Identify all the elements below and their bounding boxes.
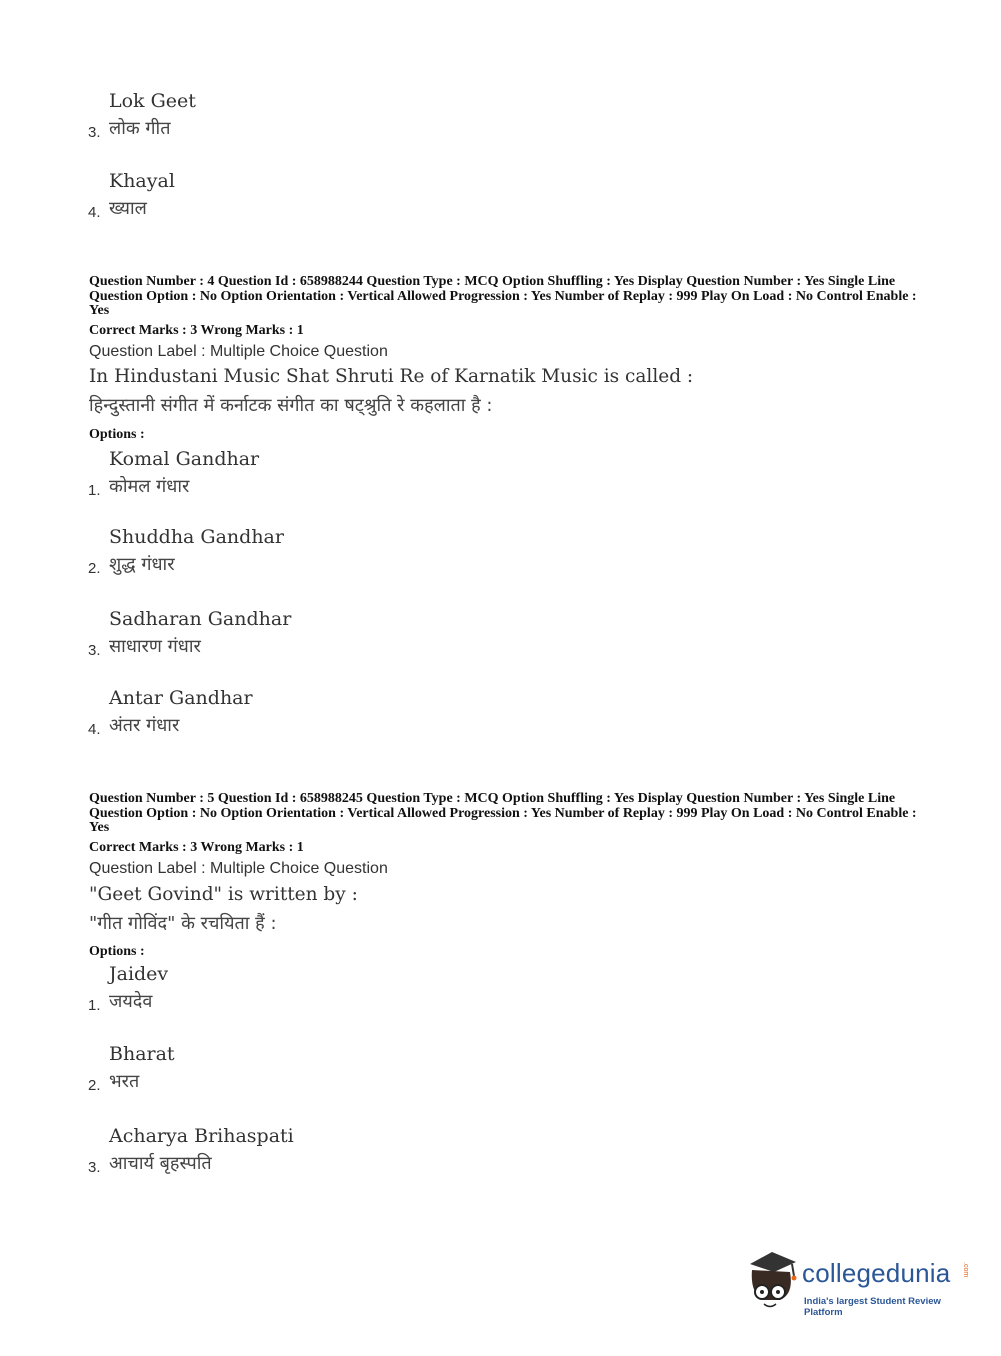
option-text-english: Bharat bbox=[109, 1043, 175, 1065]
option-text-hindi: आचार्य बृहस्पति bbox=[109, 1153, 212, 1174]
question-metadata: Question Number : 4 Question Id : 658988244 Question Type : MCQ Option Shuffling : Yes Display Question Number : Yes Single Line Question Option : No Option Orientation : Vertical Allowed Progression : Yes Number of Replay : 999 Play On Load : No Control Enable : Yes bbox=[89, 274, 917, 318]
option-number: 3. bbox=[88, 124, 101, 141]
brand-name: collegedunia bbox=[802, 1258, 951, 1288]
marks-info: Correct Marks : 3 Wrong Marks : 1 bbox=[89, 840, 304, 855]
option-text-english: Jaidev bbox=[109, 963, 169, 985]
mascot-icon bbox=[742, 1250, 802, 1312]
option-number: 4. bbox=[88, 204, 101, 221]
option-number: 4. bbox=[88, 721, 101, 738]
options-label: Options : bbox=[89, 944, 145, 959]
question-label: Question Label : Multiple Choice Question bbox=[89, 343, 388, 360]
option-text-hindi: लोक गीत bbox=[109, 118, 171, 139]
marks-info: Correct Marks : 3 Wrong Marks : 1 bbox=[89, 323, 304, 338]
option-number: 2. bbox=[88, 560, 101, 577]
option-text-english: Lok Geet bbox=[109, 90, 196, 112]
option-text-english: Sadharan Gandhar bbox=[109, 608, 292, 630]
option-text-hindi: भरत bbox=[109, 1071, 140, 1092]
option-text-hindi: अंतर गंधार bbox=[109, 715, 180, 736]
option-number: 1. bbox=[88, 997, 101, 1014]
option-text-hindi: साधारण गंधार bbox=[109, 636, 201, 657]
option-text-hindi: जयदेव bbox=[109, 991, 153, 1012]
question-text-hindi: "गीत गोविंद" के रचयिता हैं : bbox=[89, 913, 277, 934]
question-label: Question Label : Multiple Choice Question bbox=[89, 860, 388, 877]
option-text-hindi: कोमल गंधार bbox=[109, 476, 190, 497]
option-number: 3. bbox=[88, 1159, 101, 1176]
collegedunia-logo bbox=[742, 1250, 972, 1318]
question-metadata: Question Number : 5 Question Id : 658988245 Question Type : MCQ Option Shuffling : Yes Display Question Number : Yes Single Line Question Option : No Option Orientation : Vertical Allowed Progression : Yes Number of Replay : 999 Play On Load : No Control Enable : Yes bbox=[89, 791, 917, 835]
brand-tagline: India's largest Student Review Platform bbox=[804, 1296, 941, 1318]
option-text-english: Komal Gandhar bbox=[109, 448, 260, 470]
options-label: Options : bbox=[89, 427, 145, 442]
option-number: 1. bbox=[88, 482, 101, 499]
option-text-hindi: ख्याल bbox=[109, 198, 147, 219]
option-text-hindi: शुद्ध गंधार bbox=[109, 554, 175, 575]
question-text-hindi: हिन्दुस्तानी संगीत में कर्नाटक संगीत का षट्श्रुति रे कहलाता है : bbox=[89, 395, 493, 416]
option-text-english: Antar Gandhar bbox=[109, 687, 253, 709]
question-text-english: "Geet Govind" is written by : bbox=[89, 884, 358, 905]
brand-domain: .com bbox=[962, 1262, 969, 1278]
option-text-english: Acharya Brihaspati bbox=[109, 1125, 294, 1147]
option-number: 3. bbox=[88, 642, 101, 659]
option-number: 2. bbox=[88, 1077, 101, 1094]
option-text-english: Khayal bbox=[109, 170, 175, 192]
option-text-english: Shuddha Gandhar bbox=[109, 526, 284, 548]
question-text-english: In Hindustani Music Shat Shruti Re of Karnatik Music is called : bbox=[89, 366, 694, 387]
